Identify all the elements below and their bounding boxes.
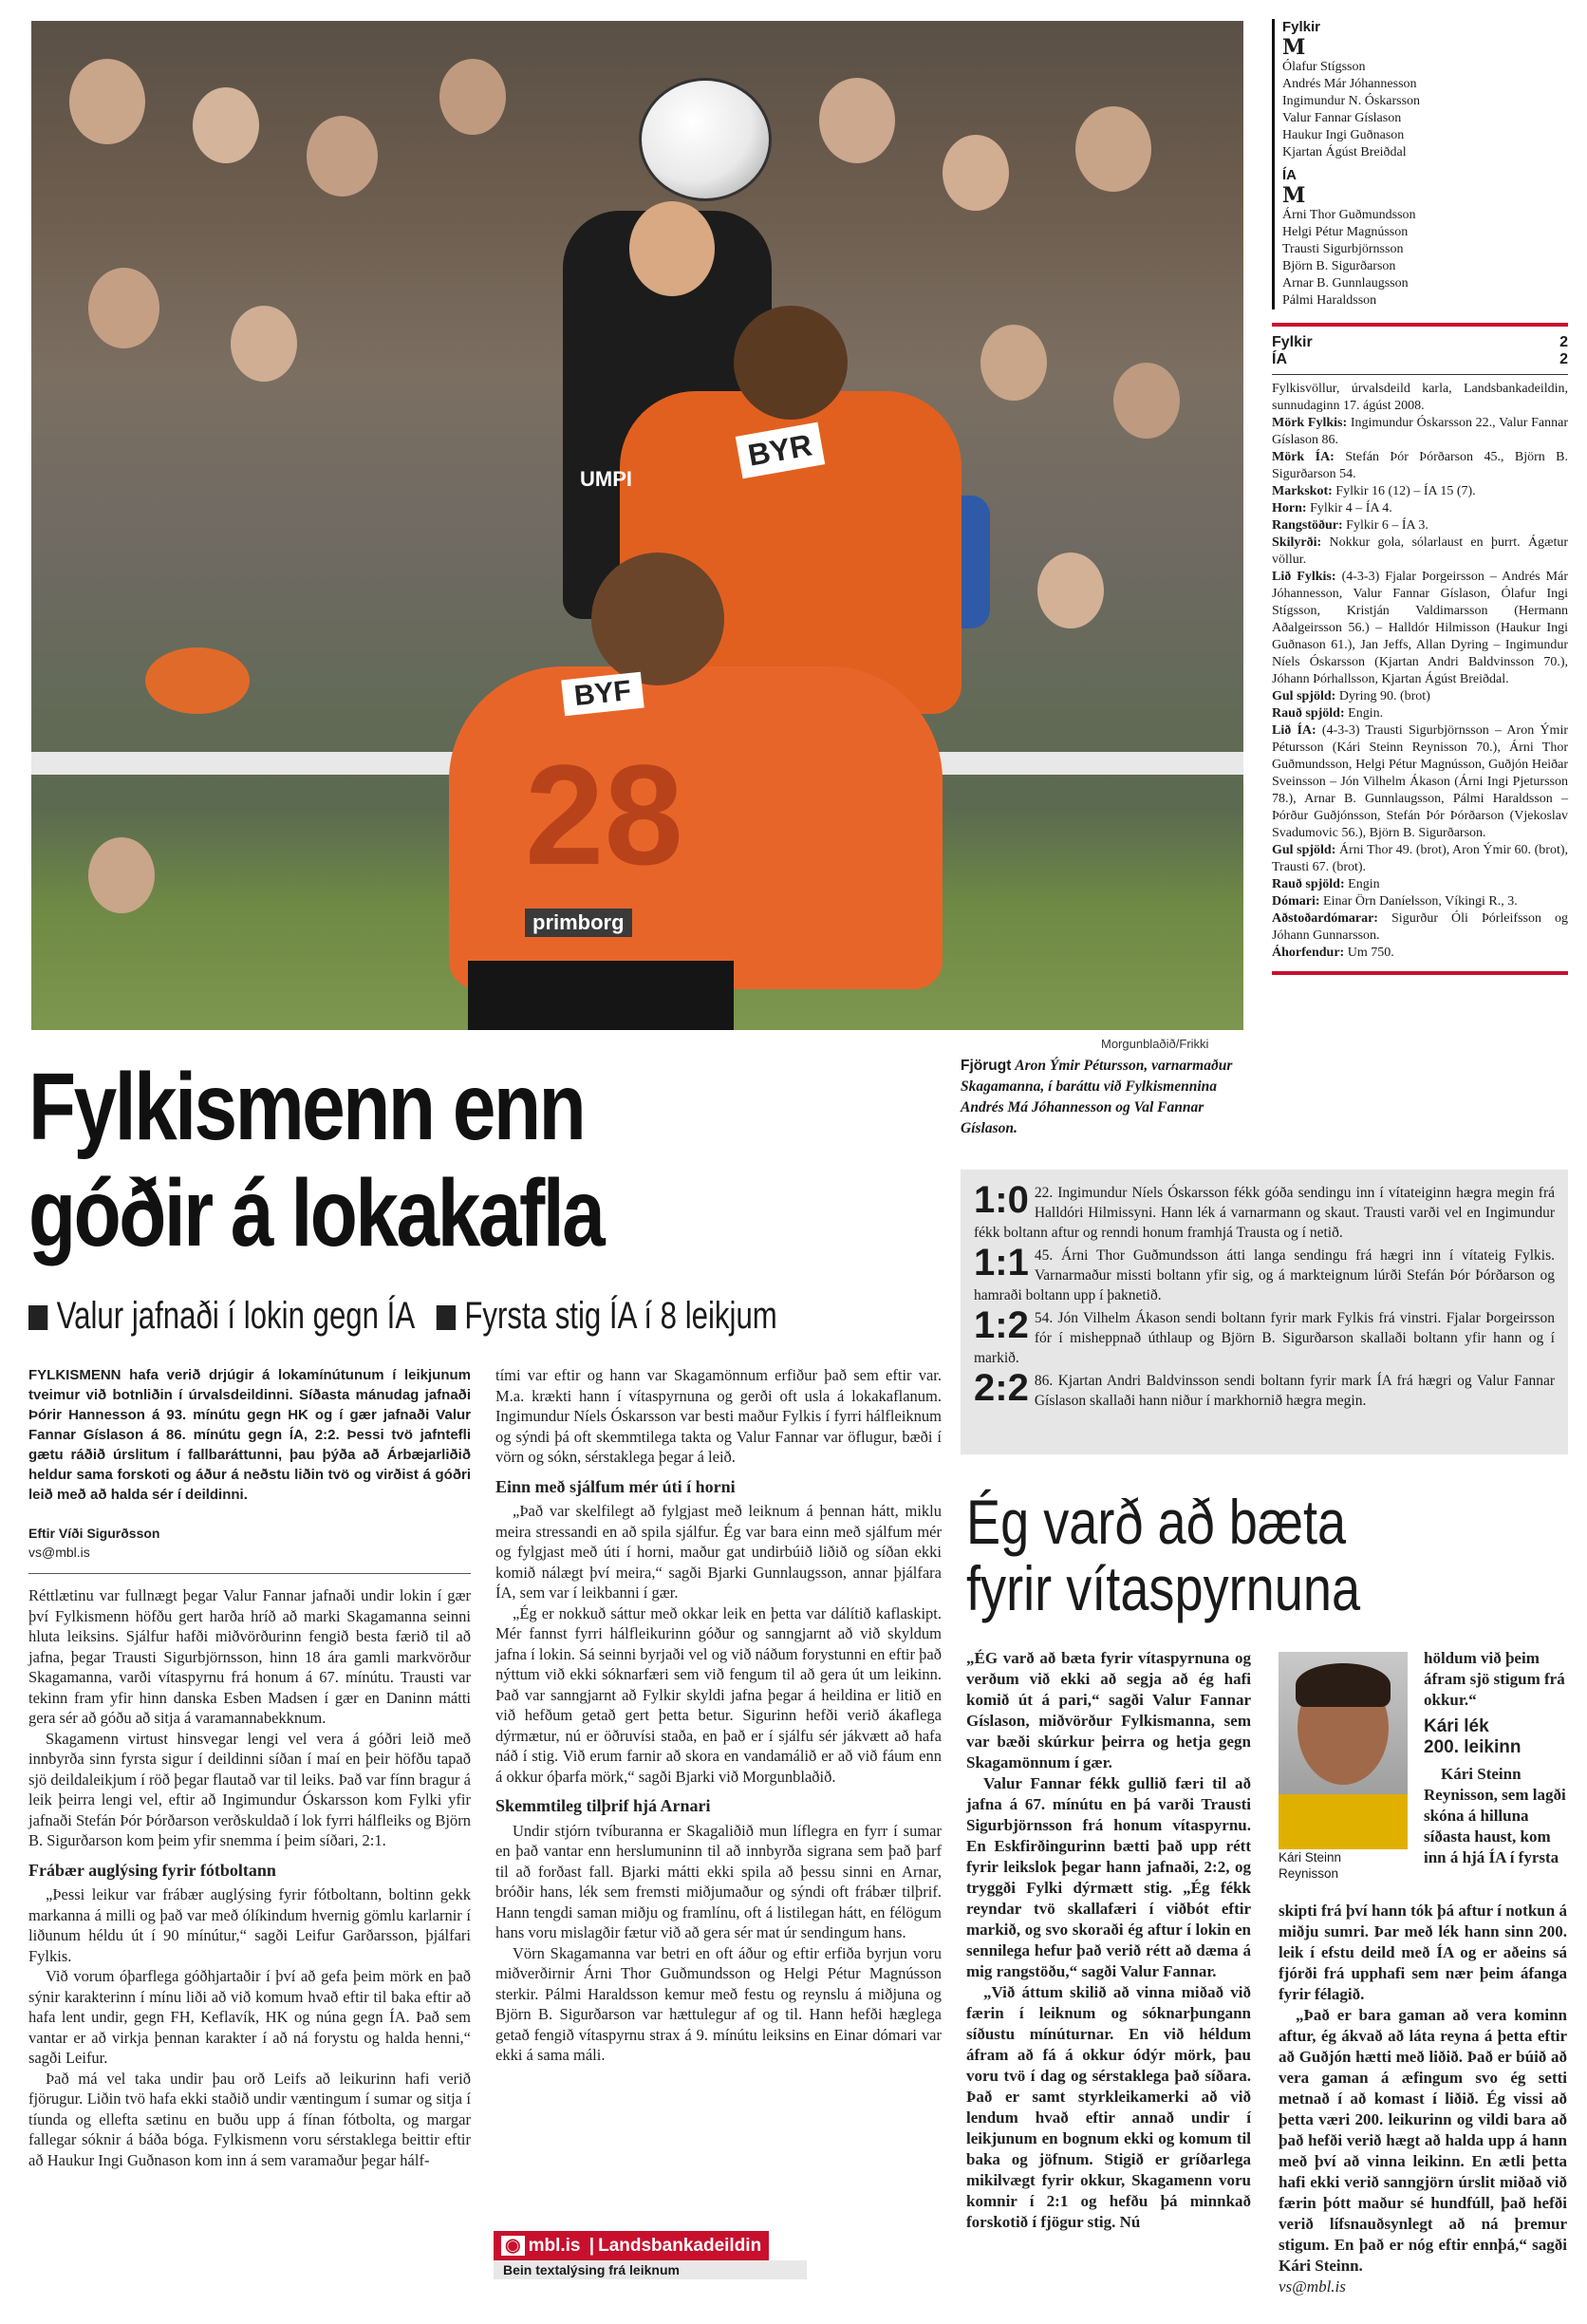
m-rating-icon: M	[1282, 183, 1306, 208]
goal-scorer: 54. Jón Vilhelm Ákason	[1034, 1310, 1181, 1326]
fact-value: (4-3-3) Fjalar Þorgeirsson – Andrés Már Jóhannesson, Valur Fannar Gíslason, Ólafur Ingi Stígsson, Kristján Valdimarsson (Hermann Aðalgeirsson 56.) – Halldór Hilmisson (Haukur Ingi Guðnason 61.), Jan Jeffs, Allan Dyring – Ingimundur Níels Óskarsson (Kjartan Andri Baldvinsson 70.), Jóhann Þórhallsson, Kjartan Ágúst Breiðdal.	[1272, 570, 1568, 686]
headline-line2: góðir á lokakafla	[28, 1160, 604, 1266]
section-heading: Einn með sjálfum mér úti í horni	[495, 1476, 736, 1496]
goal-entry	[974, 1367, 1555, 1411]
fact-item	[1272, 945, 1568, 962]
fact-value: Ingimundur Óskarsson 22., Valur Fannar Gíslason 86.	[1272, 416, 1568, 447]
paragraph: Skagamenn virtust hinsvegar lengi vel vera á góðri leið með innbyrða sinn fyrsta sigur í deildinni síðan í maí en þeir höfðu tapað sjö deildaleikjum í röð þegar flautað var til leiks. Það var fínn bragur á leik þeirra lengi vel, eftir að Ingimundur Óskarsson kom Fylki yfir jafnaði Stefán Þór Þórðarson verðskuldað í lok fyrri hálfleiks og Björn B. Sigurðarson kom þeim yfir snemma í þeim síðari, 2:1.	[28, 1729, 471, 1849]
facts-list	[1272, 415, 1568, 962]
player-name: Valur Fannar Gíslason	[1282, 111, 1402, 125]
portrait-photo	[1279, 1652, 1408, 1849]
team2-title: ÍA	[1282, 167, 1297, 183]
fact-value: Fylkir 4 – ÍA 4.	[1310, 501, 1392, 515]
divider	[28, 1573, 471, 1574]
fact-item	[1272, 483, 1568, 500]
interview-title-1: Ég varð að bæta	[966, 1487, 1347, 1557]
paragraph: „Það er bara gaman að vera kominn aftur, ég ákvað að láta reyna á þetta eftir að Guðjón hætti með liðið. Það er búið að vera gaman á æfingum svo ég setti metnað í að komast í liðið. Ég vissi að þetta væri 200. leikurinn og vildi bara að það hefði verið hægt að halda upp á hann með því að vinna leikinn. En ætli þetta hafi ekki verið sanngjörn úrslit miðað við færin þótt maður sé hundfúll, það hefði verið lífsnauðsynlegt að ná þremur stigum. En það er nóg eftir ennþá,“ sagði Kári Steinn.	[1279, 2006, 1567, 2275]
fact-key: Horn:	[1272, 501, 1307, 515]
player-head-back	[734, 306, 848, 420]
fact-item	[1272, 910, 1568, 945]
portrait-caption-1: Kári Steinn	[1279, 1850, 1342, 1865]
player-name: Árni Thor Guðmundsson	[1282, 208, 1416, 222]
shirt-sponsor-label: BYR	[736, 422, 825, 479]
article-column-2	[495, 1365, 942, 2066]
fact-value: Fylkir 16 (12) – ÍA 15 (7).	[1335, 484, 1476, 498]
fact-key: Rangstöður:	[1272, 518, 1343, 533]
mbl-sub: Bein textalýsing frá leiknum	[494, 2260, 807, 2279]
fact-value: Um 750.	[1347, 946, 1394, 960]
paragraph: skipti frá því hann tók þá aftur í notkun á miðju sumri. Þar með lék hann sinn 200. leik í efstu deild með ÍA og er aðeins sá fjórði frá upphafi sem nær þeim áfanga fyrir félagið.	[1279, 1902, 1567, 2003]
shirt-number: 28	[525, 735, 683, 894]
player-name: Ingimundur N. Óskarsson	[1282, 94, 1421, 108]
player-name: Arnar B. Gunnlaugsson	[1282, 276, 1409, 290]
subheadline	[28, 1295, 777, 1338]
fact-key: Dómari:	[1272, 894, 1320, 909]
player-name: Ólafur Stígsson	[1282, 60, 1366, 74]
fact-item	[1272, 876, 1568, 893]
fact-key: Rauð spjöld:	[1272, 706, 1345, 721]
fact-value: Einar Örn Daníelsson, Víkingi R., 3.	[1323, 894, 1518, 909]
fact-item	[1272, 517, 1568, 534]
shirt-sponsor-label: BYF	[561, 672, 644, 717]
fact-value: Árni Thor 49. (brot), Aron Ýmir 60. (brot), Trausti 67. (brot).	[1272, 843, 1568, 874]
fact-key: Lið Fylkis:	[1272, 570, 1336, 584]
caption-lead: Fjörugt	[961, 1058, 1012, 1074]
fact-key: Gul spjöld:	[1272, 843, 1336, 857]
player-name: Haukur Ingi Guðnason	[1282, 128, 1405, 142]
fact-value: Sigurður Óli Þórleifsson og Jóhann Gunnarsson.	[1272, 911, 1568, 943]
fact-key: Markskot:	[1272, 484, 1333, 498]
fact-key: Rauð spjöld:	[1272, 877, 1345, 891]
shirt-sponsor-label: UMPI	[580, 467, 632, 491]
sidebar-divider	[1272, 971, 1568, 975]
caption-text: Aron Ýmir Pétursson, varnarmaður Skagamanna, í baráttu við Fylkismennina Andrés Má Jóhannesson og Val Fannar Gíslason.	[961, 1058, 1233, 1136]
paragraph: „Ég er nokkuð sáttur með okkar leik en þetta var dálítið kaflaskipt. Mér fannst fyrri hálfleikurinn góður og sanngjarnt að við skyldum jafna í lokin. Sá seinni byrjaði vel og við náðum forystunni en eftir það nýttum við ekki sóknarfæri sem við fengum til að gera út um leikinn. Það var sanngjarnt að Fylkir skyldi jafna þegar á heildina er litið en við hefðum getað gert þetta betur. Sigurinn hefði verið ákaflega dýrmætur, nú er öðruvísi staða, en það er í sjálfu sér jákvætt að hafa náð í stig. Við erum farnir að skora en vandamálið er að við fáum enn á okkur óþarfa mörk,“ sagði Bjarki við Morgunblaðið.	[495, 1603, 942, 1786]
goal-score: 1:0	[974, 1179, 1029, 1221]
goal-scorer: 86. Kjartan Andri Baldvinsson	[1034, 1373, 1220, 1389]
sidebar-divider	[1272, 323, 1568, 327]
fact-value: Stefán Þór Þórðarson 45., Björn B. Sigurðarson 54.	[1272, 450, 1568, 481]
fact-value: Fylkir 6 – ÍA 3.	[1346, 518, 1428, 533]
fact-item	[1272, 534, 1568, 569]
paragraph: Það má vel taka undir þau orð Leifs að leikurinn hafi verið fjörugur. Liðin tvö hafa ekki staðið undir væntingum í sumar og sitja í tíunda og ellefta sætinu en buðu upp á fínan fótbolta, og margar fallegar sóknir á báða bóga. Fylkismenn voru sérstaklega beittir eftir að Haukur Ingi Guðnason kom inn á sem varamaður þegar hálf-	[28, 2069, 471, 2169]
facts-intro: Fylkisvöllur, úrvalsdeild karla, Landsbankadeildin, sunnudaginn 17. ágúst 2008.	[1272, 382, 1568, 413]
fact-item	[1272, 449, 1568, 483]
goal-scorer: 45. Árni Thor Guðmundsson	[1034, 1247, 1219, 1264]
goal-score: 1:2	[974, 1304, 1029, 1346]
mbl-live-link[interactable]	[494, 2231, 942, 2284]
headline	[28, 1054, 775, 1266]
fact-value: Engin.	[1348, 706, 1384, 721]
result-score1: 2	[1559, 334, 1568, 350]
player-head	[629, 201, 715, 296]
goal-description: átti langa sendingu frá hægri inn í vítateig Fylkis. Varnarmaður missti boltann yfir sig, og á markteignum lúrði Stefán Þór Þórðarson og hamraði boltann upp í þaknetið.	[974, 1247, 1555, 1303]
portrait-caption-2: Reynisson	[1279, 1866, 1339, 1881]
fact-key: Mörk ÍA:	[1272, 450, 1335, 464]
goals-box	[961, 1170, 1568, 1454]
interview-column-1	[966, 1648, 1251, 2233]
interview-title-2: fyrir vítaspyrnuna	[966, 1553, 1361, 1623]
mbl-brand: mbl.is	[528, 2236, 581, 2256]
goal-description: fékk góða sendingu inn í vítateiginn hægra megin frá Halldóri Hilmissyni. Hann lék á varnarmann og skaut. Trausti varði vel en Ingimundur fékk boltann aftur og renndi honum framhjá Trausta og í netið.	[974, 1185, 1555, 1241]
paragraph: tími var eftir og hann var Skagamönnum erfiður það sem eftir var. M.a. krækti hann í vítaspyrnuna og gerði oft usla á lokakaflanum. Ingimundur Níels Óskarsson var besti maður Fylkis í fyrri hálfleiknum og sýndi þá oft skemmtilega takta og Valur Fannar var öflugur, bæði í vörn og sókn, sérstaklega þegar á leið.	[495, 1366, 942, 1466]
team1-players	[1282, 59, 1568, 161]
fact-value: (4-3-3) Trausti Sigurbjörnsson – Aron Ýmir Pétursson (Kári Steinn Reynisson 70.), Árni Thor Guðmundsson, Helgi Pétur Magnússon, Guðjón Heiðar Sveinsson – Jón Vilhelm Ákason (Árni Ingi Pjetursson 78.), Arnar B. Gunnlaugsson, Pálmi Haraldsson – Þórður Guðjónsson, Stefán Þór Þórðarson (Vjekoslav Svadumovic 56.), Björn B. Sigurðarson.	[1272, 723, 1568, 840]
player-name: Andrés Már Jóhannesson	[1282, 77, 1417, 91]
player-head-front	[591, 553, 724, 685]
player-name: Helgi Pétur Magnússon	[1282, 225, 1409, 239]
goal-score: 2:2	[974, 1367, 1029, 1409]
paragraph: Kári Steinn Reynisson, sem lagði skóna á hilluna síðasta haust, kom inn á hjá ÍA í fyrsta	[1424, 1765, 1566, 1866]
paragraph: Valur Fannar fékk gullið færi til að jafna á 67. mínútu en þá varði Trausti Sigurbjörnsson frá honum vítaspyrnu. En Eskfirðingurinn bætti það upp rétt fyrir leikslok þegar hann jafnaði, 2:2, og tryggði Fylki dýrmætt stig. „Ég fékk reyndar tvö skallafæri í viðbót eftir markið, og svo skoraði ég aftur í lokin en sennilega hefur það verið rétt að dæma á mig rangstöðu,“ sagði Valur Fannar.	[966, 1774, 1251, 1980]
photo-credit: Morgunblaðið/Frikki	[1101, 1037, 1209, 1051]
subhead-kari-1: Kári lék	[1424, 1716, 1489, 1736]
player-name: Trausti Sigurbjörnsson	[1282, 242, 1404, 256]
goal-description: sendi boltann fyrir mark ÍA frá hægri og Valur Fannar Gíslason skallaði hann niður í markhornið hægra megin.	[1034, 1373, 1555, 1409]
m-rating-icon: M	[1282, 35, 1306, 60]
fact-key: Lið ÍA:	[1272, 723, 1316, 738]
fact-item	[1272, 705, 1568, 722]
player-name: Björn B. Sigurðarson	[1282, 259, 1396, 273]
fact-key: Skilyrði:	[1272, 535, 1322, 550]
score-row	[1272, 351, 1568, 375]
subhead-2: Fyrsta stig ÍA í 8 leikjum	[464, 1295, 777, 1337]
player-orange-front	[449, 666, 943, 989]
goal-description: sendi boltann fyrir mark Fylkis frá vinstri. Fjalar Þorgeirsson fór í misheppnað úthlaup og Björn B. Sigurðarson skallaði boltann yfir hann og í markið.	[974, 1310, 1555, 1366]
shirt-sponsor-label: primborg	[525, 909, 632, 937]
goal-entry	[974, 1242, 1555, 1305]
paragraph: Réttlætinu var fullnægt þegar Valur Fannar jafnaði undir lokin í gær því Fylkismenn höfðu gert harða hríð að marki Skagamanna seinni hluta leiksins. Sjálfur hafði miðvörðurinn fengið besta færið til að jafna, þegar Trausti Sigurbjörnsson, hinn 18 ára gamli markvörður Skagamanna, varði vítaspyrnu frá honum á 67. mínútu. Trausti var tekinn fram yfir hinn danska Esben Madsen í gær en Daninn mátti gera sér að góðu að sitja á varamannabekknum.	[28, 1586, 471, 1727]
photo-caption	[961, 1056, 1245, 1139]
paragraph: Undir stjórn tvíburanna er Skagaliðið mun líflegra en fyrr í sumar en það vantar enn herslumuninn til að innbyrða sigrana sem það þarf til að forðast fall. Bjarki mátti ekki spila að þessu sinni en Arnar, bróðir hans, lék sem fremsti miðjumaður og sýndi oft frábær tilþrif. Hann tengdi saman miðju og framlínu, oft á listilegan hátt, en félögum hans voru mislagðir fætur við að gera sér mat úr sendingum hans.	[495, 1821, 942, 1941]
football-icon	[639, 78, 772, 201]
fact-key: Mörk Fylkis:	[1272, 416, 1348, 430]
score-row	[1272, 334, 1568, 351]
fact-key: Gul spjöld:	[1272, 689, 1336, 703]
paragraph: Vörn Skagamanna var betri en oft áður og eftir erfiða byrjun voru miðverðirnir Árni Thor Guðmundsson og Helgi Pétur Magnússon sterkir. Pálmi Haraldsson kemur með festu og reynslu á miðjuna og Björn B. Sigurðarson var hættulegur af og til. Hann hefði hæglega getað fengið vítaspyrnu strax á 9. mínútu leiksins en Einar dómari var ekki á sama máli.	[495, 1943, 942, 2064]
paragraph: „Það var skelfilegt að fylgjast með leiknum á þennan hátt, miklu meira stressandi en að spila sjálfur. Ég var bara einn með sjálfum mér og fylgjast með úti í horni, maður gat undirbúið liðið og síðan ekki komið nálægt því meira,“ sagði Bjarki Gunnlaugsson, annar þjálfara ÍA, sem var í leikbanni í gær.	[495, 1502, 942, 1602]
result-team1: Fylkir	[1272, 334, 1313, 350]
interview-column-2-bottom	[1279, 1901, 1567, 2297]
article-lead: FYLKISMENN hafa verið drjúgir á lokamínútunum í leikjunum tveimur við botnliðin í úrvalsdeildinni. Síðasta mánudag jafnaði Þórir Hannesson á 93. mínútu gegn HK og í gær jafnaði Valur Fannar Gíslason á 86. mínútu gegn ÍA, 2:2. Þessi tvö jafntefli gætu ráðið úrslitum í fallbaráttunni, þau þýða að Árbæjarliðið heldur sama forskoti og áður á neðstu liðin tvö og virðist á góðri leið með að halda sér í deildinni.	[28, 1367, 471, 1503]
team1-title: Fylkir	[1282, 19, 1321, 35]
fact-key: Aðstoðardómarar:	[1272, 911, 1378, 926]
square-bullet-icon	[437, 1305, 456, 1330]
fact-item	[1272, 500, 1568, 517]
match-photo	[31, 21, 1243, 1030]
fact-item	[1272, 569, 1568, 688]
byline: Eftir Víði Sigurðsson	[28, 1526, 160, 1541]
section-heading: Frábær auglýsing fyrir fótboltann	[28, 1860, 276, 1880]
interview-column-2-top	[1424, 1648, 1566, 1868]
interview-headline	[966, 1489, 1360, 1621]
interview-email: vs@mbl.is	[1279, 2277, 1346, 2296]
match-facts-sidebar	[1272, 19, 1568, 975]
player-name: Pálmi Haraldsson	[1282, 293, 1377, 308]
fact-item	[1272, 893, 1568, 910]
headline-line1: Fylkismenn enn	[28, 1054, 585, 1160]
paragraph: höldum við þeim áfram sjö stigum frá okkur.“	[1424, 1649, 1565, 1709]
fact-key: Áhorfendur:	[1272, 946, 1345, 960]
fact-value: Engin	[1348, 877, 1380, 891]
fact-value: Dyring 90. (brot)	[1338, 689, 1430, 703]
fact-item	[1272, 688, 1568, 705]
paragraph: „Þessi leikur var frábær auglýsing fyrir fótboltann, boltinn gekk markanna á milli og það var með ólíkindum hvernig gömlu karlarnir í liðunum héldu út í 90 mínútur,“ sagði Leifur Garðarsson, þjálfari Fylkis.	[28, 1885, 471, 1965]
mbl-league: Landsbankadeildin	[598, 2236, 762, 2256]
facts	[1272, 381, 1568, 962]
byline-email: vs@mbl.is	[28, 1545, 90, 1560]
fact-item	[1272, 842, 1568, 876]
article-column-1	[28, 1365, 471, 2170]
square-bullet-icon	[28, 1305, 47, 1330]
result-score2: 2	[1559, 351, 1568, 367]
result-team2: ÍA	[1272, 351, 1287, 367]
fact-item	[1272, 722, 1568, 842]
paragraph: „ÉG varð að bæta fyrir vítaspyrnuna og verðum við ekki að segja að ég hafi komið út á pari,“ sagði Valur Fannar Gíslason, miðvörður Fylkismanna, sem var bæði skúrkur þeirra og hetja gegn Skagamönnum í gær.	[966, 1649, 1251, 1771]
subhead-kari-2: 200. leikinn	[1424, 1737, 1522, 1757]
team2-players	[1282, 207, 1568, 309]
fact-value: Nokkur gola, sólarlaust en þurrt. Ágætur völlur.	[1272, 535, 1569, 567]
fact-item	[1272, 415, 1568, 449]
portrait-caption	[1279, 1849, 1341, 1882]
subhead-1: Valur jafnaði í lokin gegn ÍA	[56, 1295, 414, 1337]
goal-entry	[974, 1304, 1555, 1368]
goal-score: 1:1	[974, 1242, 1029, 1284]
player-name: Kjartan Ágúst Breiðdal	[1282, 145, 1407, 159]
paragraph: „Við áttum skilið að vinna miðað við færin í leiknum og sóknarþungann síðustu mínúturnar. En við héldum áfram að fá á okkur ódýr mörk, þau voru tvö í dag og sérstaklega það síðara. Það er samt styrkleikamerki að við lendum hvað eftir annað undir í leikjunum en bognum ekki og komum til baka og jöfnum. Stigið er gríðarlega mikilvægt fyrir okkur, Skagamenn voru komnir í 2:1 og hefðu þá minnkað forskotið í fjögur stig. Nú	[966, 1983, 1251, 2231]
player-shorts	[468, 961, 734, 1030]
mbl-banner[interactable]: ◉ mbl.is | Landsbankadeildin	[494, 2231, 769, 2260]
goal-scorer: 22. Ingimundur Níels Óskarsson	[1034, 1185, 1229, 1201]
paragraph: Við vorum óþarflega góðhjartaðir í því að gefa þeim mörk en það sýnir karakterinn í mínu liði að við komum hvað eftir til baka eftir að hafa lent undir, gegn FH, Keflavík, HK og núna gegn ÍA. Það sem vantar er að virkja þennan karakter í að ná forystu og halda henni,“ sagði Leifur.	[28, 1967, 471, 2067]
goal-entry	[974, 1179, 1555, 1243]
mbl-logo-icon: ◉	[501, 2236, 525, 2256]
section-heading: Skemmtileg tilþrif hjá Arnari	[495, 1796, 711, 1815]
